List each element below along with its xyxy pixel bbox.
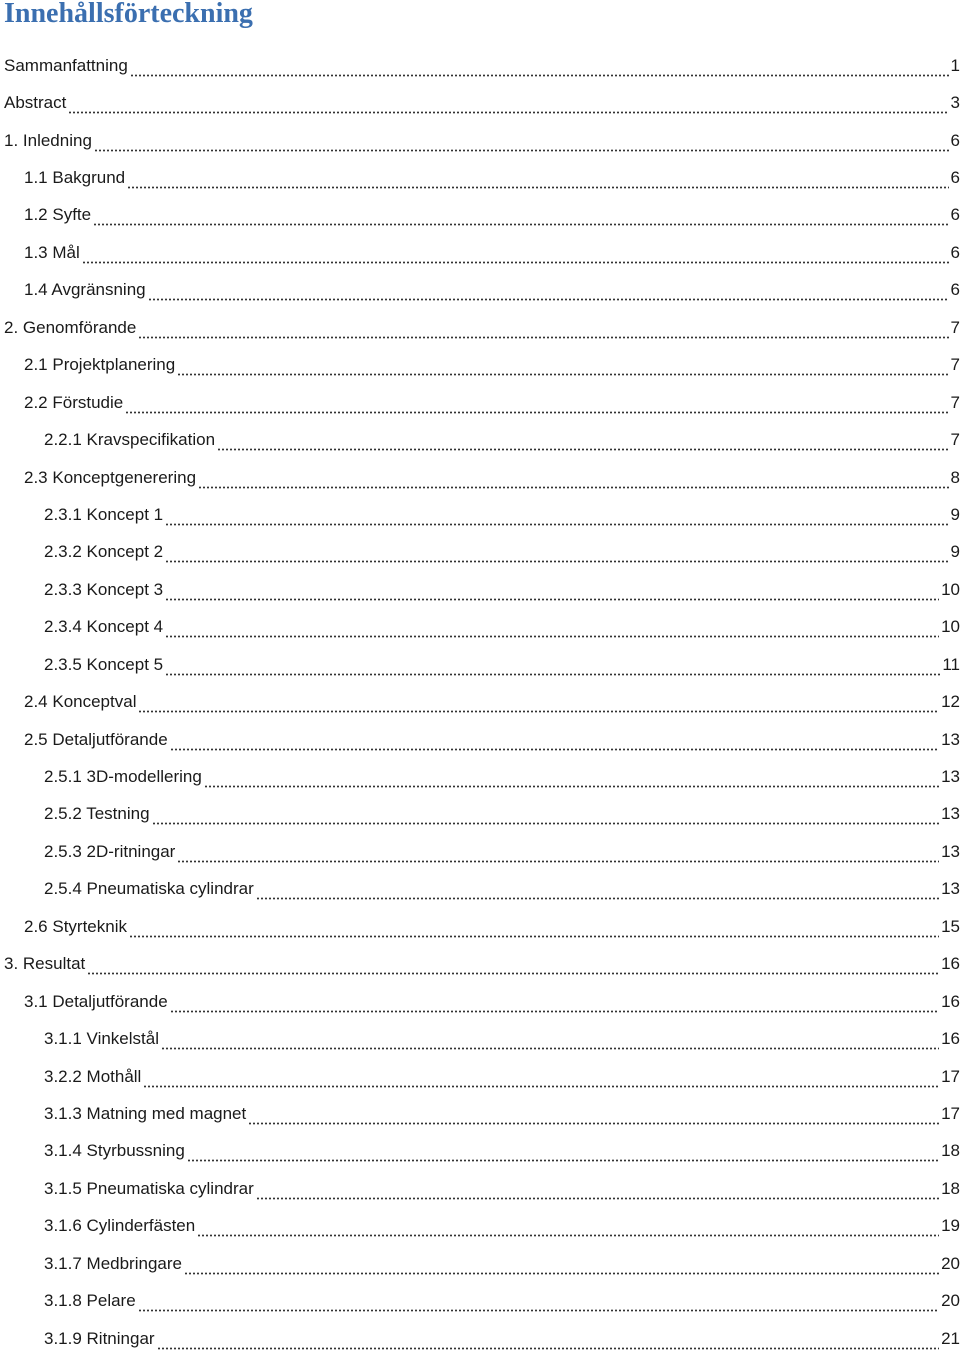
toc-entry[interactable]	[0, 459, 960, 496]
toc-entry-page-number: 13	[941, 767, 960, 787]
toc-entry-label: Abstract	[4, 93, 67, 113]
toc-title: Innehållsförteckning	[4, 0, 253, 29]
toc-dot-leader	[170, 997, 939, 1013]
toc-entry-label: 3.1.7 Medbringare	[44, 1253, 182, 1273]
toc-entry[interactable]	[0, 758, 960, 795]
toc-entry[interactable]	[0, 384, 960, 421]
toc-dot-leader	[138, 323, 948, 339]
toc-entry-page-number: 6	[950, 205, 960, 225]
toc-entry[interactable]	[0, 197, 960, 234]
toc-entry-page-number: 10	[941, 579, 960, 599]
toc-entry-page-number: 20	[941, 1253, 960, 1273]
toc-entry[interactable]	[0, 946, 960, 983]
toc-entry-label: 2.1 Projektplanering	[24, 355, 176, 375]
toc-entry[interactable]	[0, 721, 960, 758]
toc-dot-leader	[256, 884, 939, 900]
toc-entry[interactable]	[0, 534, 960, 571]
toc-entry-label: 1. Inledning	[4, 130, 92, 150]
toc-entry-label: 2.5.1 3D-modellering	[44, 767, 202, 787]
toc-entry-label: 1.4 Avgränsning	[24, 280, 146, 300]
toc-entry-page-number: 21	[941, 1328, 960, 1348]
toc-entry-label: 2.3.4 Koncept 4	[44, 617, 164, 637]
toc-entry-label: 3.1.4 Styrbussning	[44, 1141, 185, 1161]
toc-dot-leader	[68, 98, 948, 114]
toc-entry[interactable]	[0, 47, 960, 84]
toc-entry-label: 3.1.6 Cylinderfästen	[44, 1216, 196, 1236]
toc-dot-leader	[165, 585, 939, 601]
toc-entry[interactable]	[0, 84, 960, 121]
toc-entry-page-number: 7	[950, 430, 960, 450]
toc-entry-page-number: 6	[950, 168, 960, 188]
toc-entry[interactable]	[0, 1058, 960, 1095]
toc-dot-leader	[143, 1072, 939, 1088]
toc-entry[interactable]	[0, 1170, 960, 1207]
toc-entry-page-number: 20	[941, 1291, 960, 1311]
toc-entry-page-number: 9	[950, 542, 960, 562]
toc-entry-page-number: 16	[941, 954, 960, 974]
toc-entry-label: 2.5 Detaljutförande	[24, 729, 168, 749]
toc-entry[interactable]	[0, 159, 960, 196]
toc-entry-page-number: 10	[941, 617, 960, 637]
toc-entry[interactable]	[0, 796, 960, 833]
toc-entry-label: 2.5.3 2D-ritningar	[44, 841, 176, 861]
toc-dot-leader	[125, 398, 948, 414]
toc-entry-label: 2.3.2 Koncept 2	[44, 542, 164, 562]
toc-entry-label: 3.1 Detaljutförande	[24, 991, 168, 1011]
toc-dot-leader	[256, 1184, 939, 1200]
toc-dot-leader	[161, 1034, 939, 1050]
toc-entry-page-number: 19	[941, 1216, 960, 1236]
toc-dot-leader	[165, 547, 948, 563]
toc-dot-leader	[130, 61, 949, 77]
toc-entry[interactable]	[0, 272, 960, 309]
toc-entry-label: 2.3 Konceptgenerering	[24, 467, 197, 487]
toc-dot-leader	[82, 248, 949, 264]
toc-entry[interactable]	[0, 122, 960, 159]
toc-entry-page-number: 13	[941, 729, 960, 749]
toc-entry-label: 3.1.9 Ritningar	[44, 1328, 155, 1348]
toc-entry-label: 3.1.1 Vinkelstål	[44, 1029, 159, 1049]
toc-entry[interactable]	[0, 496, 960, 533]
toc-dot-leader	[187, 1146, 939, 1162]
toc-entry-label: 2.2 Förstudie	[24, 392, 124, 412]
toc-entry-label: 3.1.5 Pneumatiska cylindrar	[44, 1178, 254, 1198]
toc-entry[interactable]	[0, 609, 960, 646]
toc-dot-leader	[152, 809, 940, 825]
toc-entry-page-number: 16	[941, 1029, 960, 1049]
toc-dot-leader	[184, 1259, 939, 1275]
toc-entry-page-number: 1	[950, 55, 960, 75]
toc-entry-page-number: 7	[950, 392, 960, 412]
toc-entry-label: 2.2.1 Kravspecifikation	[44, 430, 216, 450]
toc-entry-page-number: 17	[941, 1066, 960, 1086]
toc-entry-label: 2.3.1 Koncept 1	[44, 504, 164, 524]
toc-entry-label: 2. Genomförande	[4, 317, 137, 337]
toc-dot-leader	[138, 697, 939, 713]
toc-list	[0, 47, 960, 1357]
toc-dot-leader	[170, 735, 939, 751]
toc-dot-leader	[94, 136, 949, 152]
toc-dot-leader	[138, 1296, 939, 1312]
toc-entry-label: 2.5.4 Pneumatiska cylindrar	[44, 879, 254, 899]
toc-entry[interactable]	[0, 871, 960, 908]
toc-dot-leader	[248, 1109, 939, 1125]
toc-dot-leader	[165, 510, 948, 526]
toc-dot-leader	[148, 285, 949, 301]
toc-entry[interactable]	[0, 908, 960, 945]
toc-entry-page-number: 13	[941, 841, 960, 861]
toc-entry[interactable]	[0, 234, 960, 271]
toc-dot-leader	[217, 435, 948, 451]
toc-entry-page-number: 6	[950, 130, 960, 150]
toc-entry[interactable]	[0, 1133, 960, 1170]
toc-entry-label: 3. Resultat	[4, 954, 86, 974]
toc-entry[interactable]	[0, 571, 960, 608]
toc-entry[interactable]	[0, 1245, 960, 1282]
toc-dot-leader	[127, 173, 948, 189]
toc-entry-page-number: 6	[950, 280, 960, 300]
toc-entry-label: 3.1.8 Pelare	[44, 1291, 136, 1311]
toc-dot-leader	[165, 622, 939, 638]
toc-entry-page-number: 12	[941, 692, 960, 712]
toc-entry[interactable]	[0, 683, 960, 720]
toc-entry[interactable]	[0, 309, 960, 346]
toc-dot-leader	[177, 360, 948, 376]
toc-entry-page-number: 3	[950, 93, 960, 113]
toc-entry-label: 2.4 Konceptval	[24, 692, 137, 712]
toc-entry-page-number: 8	[950, 467, 960, 487]
toc-dot-leader	[129, 922, 939, 938]
toc-entry[interactable]	[0, 1282, 960, 1319]
toc-entry-label: Sammanfattning	[4, 55, 128, 75]
toc-entry-page-number: 18	[941, 1178, 960, 1198]
toc-dot-leader	[157, 1334, 940, 1350]
toc-entry[interactable]	[0, 1208, 960, 1245]
toc-entry-page-number: 18	[941, 1141, 960, 1161]
toc-entry-label: 3.1.3 Matning med magnet	[44, 1103, 247, 1123]
toc-entry[interactable]	[0, 1320, 960, 1357]
toc-entry[interactable]	[0, 1095, 960, 1132]
toc-dot-leader	[197, 1221, 939, 1237]
toc-entry-page-number: 13	[941, 879, 960, 899]
toc-entry-page-number: 7	[950, 355, 960, 375]
toc-entry-label: 2.6 Styrteknik	[24, 916, 127, 936]
toc-entry-page-number: 15	[941, 916, 960, 936]
toc-entry-label: 2.3.5 Koncept 5	[44, 654, 164, 674]
toc-entry[interactable]	[0, 833, 960, 870]
toc-dot-leader	[204, 772, 939, 788]
toc-entry-page-number: 11	[942, 654, 960, 674]
toc-entry-page-number: 6	[950, 242, 960, 262]
toc-entry[interactable]	[0, 421, 960, 458]
toc-entry-page-number: 13	[941, 804, 960, 824]
toc-entry-page-number: 9	[950, 504, 960, 524]
toc-dot-leader	[177, 847, 939, 863]
toc-dot-leader	[165, 660, 940, 676]
toc-entry-page-number: 16	[941, 991, 960, 1011]
toc-dot-leader	[198, 473, 949, 489]
toc-entry[interactable]	[0, 646, 960, 683]
toc-entry-label: 1.1 Bakgrund	[24, 168, 126, 188]
toc-entry-label: 2.5.2 Testning	[44, 804, 150, 824]
toc-entry[interactable]	[0, 983, 960, 1020]
toc-entry-page-number: 7	[950, 317, 960, 337]
toc-entry-label: 1.2 Syfte	[24, 205, 92, 225]
toc-entry[interactable]	[0, 347, 960, 384]
toc-dot-leader	[93, 210, 948, 226]
toc-entry-label: 3.2.2 Mothåll	[44, 1066, 142, 1086]
toc-entry[interactable]	[0, 1020, 960, 1057]
toc-entry-label: 1.3 Mål	[24, 242, 80, 262]
toc-entry-page-number: 17	[941, 1103, 960, 1123]
toc-dot-leader	[87, 959, 939, 975]
toc-entry-label: 2.3.3 Koncept 3	[44, 579, 164, 599]
